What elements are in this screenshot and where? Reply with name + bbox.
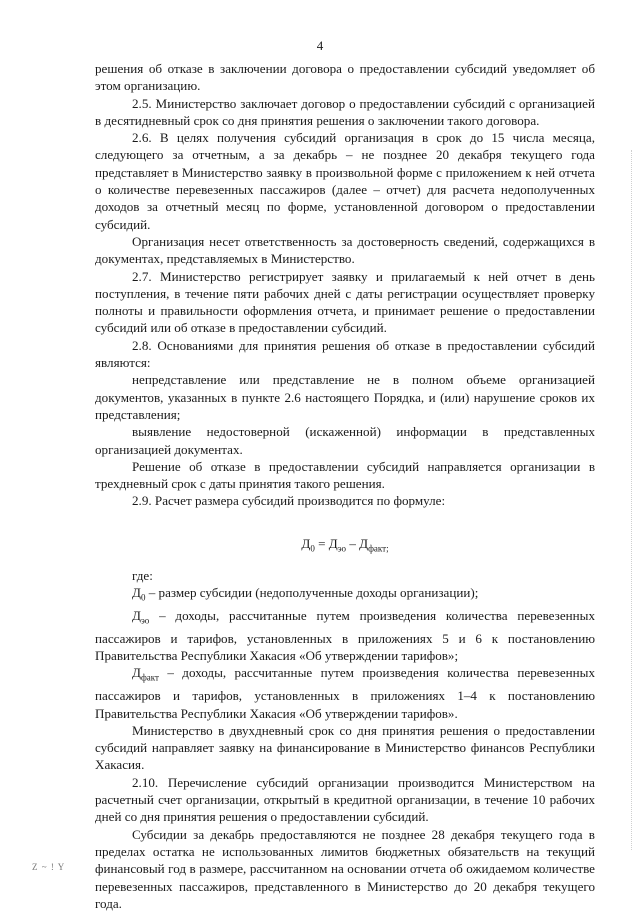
paragraph-2-7: 2.7. Министерство регистрирует заявку и прилагаемый к ней отчет в день поступления, в течение пяти рабочих дней с даты регистрации осуществляет проверку полноты и правильности оформления отчета, и принимает решение о предоставлении субсидий или об отказе в предоставлении субсидий.	[95, 268, 595, 336]
definition-dfact-symbol: Д	[132, 665, 141, 681]
paragraph-2-5: 2.5. Министерство заключает договор о предоставлении субсидий с организацией в десятидневный срок со дня принятия решения о заключении такого договора.	[95, 95, 595, 128]
paragraph-2-8: 2.8. Основаниями для принятия решения об отказе в предоставлении субсидий являются:	[95, 337, 595, 371]
definition-d0-text: – размер субсидии (недополученные доходы организации);	[145, 584, 479, 600]
paragraph-refusal-reason-2: выявление недостоверной (искаженной) информации в представленных организацией документах.	[95, 424, 595, 457]
definition-deo-sub: эо	[140, 615, 150, 626]
paragraph-2-6: 2.6. В целях получения субсидий организация в срок до 15 числа месяца, следующего за отчетным, а за декабрь – не позднее 20 декабря текущего года представляет в Министерство заявку в произвольной форме с приложением к ней отчета о количестве перевезенных пассажиров (далее – отчет) для расчета недополученных доходов за отчетный месяц по форме, установленной договором о предоставлении субсидий.	[95, 130, 595, 232]
formula-lhs: Д	[301, 535, 311, 551]
paragraph-financing-request: Министерство в двухдневный срок со дня принятия решения о предоставлении субсидий направляет заявку на финансирование в Министерство финансов Республики Хакасия.	[95, 722, 595, 773]
paragraph-2-9: 2.9. Расчет размера субсидий производится по формуле:	[132, 493, 446, 509]
paragraph-refusal-reason-1: непредставление или представление не в полном объеме организацией документов, указанных в пункте 2.6 настоящего Порядка, и (или) нарушение сроков их представления;	[95, 372, 595, 422]
formula-lhs-sub: 0	[310, 543, 315, 554]
definition-dfact-sub: факт	[140, 672, 159, 683]
document-body	[95, 60, 595, 912]
scan-margin-line	[630, 150, 632, 850]
formula-eq: = Д	[314, 535, 338, 551]
where-label: где:	[132, 567, 153, 583]
page-number: 4	[316, 38, 324, 53]
definition-deo	[95, 607, 595, 665]
definition-d0-sub: 0	[140, 592, 146, 603]
definition-d0	[95, 584, 595, 607]
formula-term1-sub: эо	[337, 543, 347, 554]
subsidy-formula	[95, 535, 595, 558]
definition-d0-symbol: Д	[132, 584, 141, 600]
corner-mark: Z ~ ! Y	[32, 862, 66, 872]
paragraph-2-10: 2.10. Перечисление субсидий организации производится Министерством на расчетный счет организации, открытый в кредитной организации, в течение 10 рабочих дней со дня принятия решения о предоставлении субсидий.	[95, 774, 595, 825]
formula-term2-sub: факт;	[368, 543, 389, 554]
paragraph-refusal-notice: Решение об отказе в предоставлении субсидий направляется организации в трехдневный срок с даты принятия такого решения.	[95, 458, 595, 492]
definition-dfact-text: – доходы, рассчитанные путем произведения количества перевезенных пассажиров и тарифов, установленных в приложениях 1–4 к постановлению Правительства Республики Хакасия «Об утверждении тарифов».	[95, 665, 595, 721]
definition-dfact	[95, 664, 595, 722]
paragraph-december-subsidies: Субсидии за декабрь предоставляются не позднее 28 декабря текущего года в пределах остатка не использованных лимитов бюджетных обязательств на текущий финансовый год в размере, рассчитанном на основании отчета об ожидаемом количестве перевезенных пассажиров, представленного в Министерство до 20 декабря текущего года.	[95, 826, 595, 911]
definition-deo-text: – доходы, рассчитанные путем произведения количества перевезенных пассажиров и тарифов, установленных в приложениях 5 и 6 к постановлению Правительства Республики Хакасия «Об утверждении тарифов»;	[95, 607, 595, 664]
paragraph-continuation: решения об отказе в заключении договора о предоставлении субсидий уведомляет об этом организацию.	[95, 61, 595, 94]
definition-deo-symbol: Д	[132, 607, 141, 623]
paragraph-responsibility: Организация несет ответственность за достоверность сведений, содержащихся в документах, представляемых в Министерство.	[95, 233, 595, 267]
formula-minus: – Д	[346, 535, 369, 551]
